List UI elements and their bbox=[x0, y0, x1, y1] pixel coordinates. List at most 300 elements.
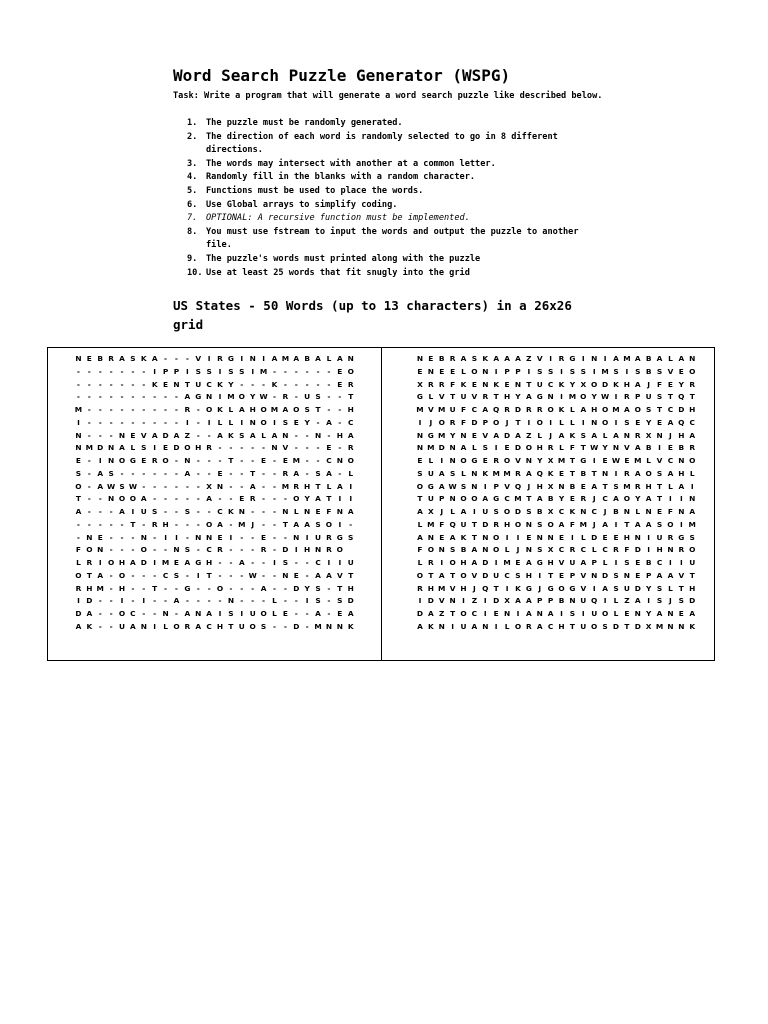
grid-cell: - bbox=[142, 519, 146, 529]
grid-cell: D bbox=[514, 507, 522, 516]
grid-cell: I bbox=[581, 354, 585, 363]
grid-cell: A bbox=[184, 468, 191, 478]
grid-cell: A bbox=[634, 519, 641, 529]
grid-cell: - bbox=[142, 366, 146, 376]
grid-cell: S bbox=[304, 405, 310, 414]
grid-cell: S bbox=[471, 354, 478, 363]
grid-cell: Y bbox=[304, 494, 310, 504]
grid-cell: N bbox=[427, 366, 434, 376]
grid-cell: S bbox=[656, 583, 663, 593]
grid-cell: P bbox=[504, 366, 510, 376]
grid-cell: - bbox=[316, 366, 320, 376]
grid-cell: N bbox=[678, 456, 685, 465]
grid-cell: - bbox=[251, 545, 255, 555]
grid-cell: X bbox=[504, 596, 510, 606]
grid-cell: H bbox=[678, 430, 685, 440]
grid-cell: - bbox=[327, 379, 331, 389]
grid-cell: H bbox=[427, 583, 434, 593]
grid-cell: - bbox=[120, 545, 124, 555]
grid-cell: R bbox=[536, 405, 543, 414]
grid-cell: A bbox=[558, 519, 565, 529]
grid-cell: R bbox=[689, 443, 696, 453]
grid-cell: S bbox=[624, 417, 630, 427]
grid-cell: O bbox=[260, 417, 267, 427]
grid-cell: E bbox=[678, 609, 684, 618]
grid-cell: - bbox=[229, 481, 233, 491]
grid-cell: M bbox=[270, 405, 279, 414]
grid-cell: N bbox=[645, 507, 652, 516]
grid-cell: A bbox=[634, 379, 641, 389]
grid-cell: I bbox=[505, 532, 509, 542]
grid-cell: J bbox=[473, 583, 476, 593]
grid-cell: S bbox=[75, 468, 82, 478]
requirement-item bbox=[187, 267, 597, 281]
grid-cell: D bbox=[514, 443, 522, 453]
grid-cell: O bbox=[493, 532, 500, 542]
grid-cell: M bbox=[514, 494, 522, 504]
grid-cell: R bbox=[493, 456, 500, 465]
grid-cell: I bbox=[679, 558, 683, 567]
grid-cell: Y bbox=[304, 583, 310, 593]
grid-cell: H bbox=[206, 558, 213, 567]
grid-cell: I bbox=[77, 596, 80, 606]
grid-cell: B bbox=[460, 545, 467, 555]
grid-cell: G bbox=[569, 583, 576, 593]
grid-cell: A bbox=[326, 417, 332, 427]
requirement-item bbox=[187, 212, 597, 226]
grid-cell: M bbox=[85, 443, 94, 453]
grid-cell: F bbox=[450, 379, 456, 389]
grid-cell: - bbox=[153, 468, 157, 478]
grid-cell: - bbox=[327, 596, 331, 606]
grid-cell: L bbox=[163, 621, 168, 631]
grid-cell: V bbox=[624, 443, 630, 453]
grid-cell: - bbox=[120, 405, 124, 414]
grid-cell: I bbox=[418, 417, 422, 427]
grid-cell: O bbox=[260, 405, 267, 414]
grid-cell: - bbox=[294, 609, 298, 618]
grid-cell: - bbox=[142, 481, 146, 491]
grid-cell: Q bbox=[449, 519, 456, 529]
grid-cell: I bbox=[592, 366, 596, 376]
grid-cell: N bbox=[503, 609, 511, 618]
grid-cell: A bbox=[656, 354, 663, 363]
grid-cell: O bbox=[293, 405, 300, 414]
grid-cell: K bbox=[482, 354, 489, 363]
grid-cell: N bbox=[162, 609, 169, 618]
grid-cell: H bbox=[216, 621, 224, 631]
requirement-item bbox=[187, 185, 597, 199]
grid-cell: - bbox=[153, 545, 157, 555]
grid-cell: - bbox=[87, 468, 91, 478]
grid-cell: - bbox=[251, 379, 255, 389]
grid-cell: N bbox=[634, 532, 641, 542]
grid-cell: - bbox=[164, 468, 168, 478]
grid-cell: K bbox=[271, 379, 278, 389]
grid-cell: A bbox=[417, 507, 423, 516]
requirement-item bbox=[187, 253, 597, 267]
grid-cell: I bbox=[494, 621, 498, 631]
grid-cell: A bbox=[591, 430, 598, 440]
grid-cell: R bbox=[449, 417, 456, 427]
grid-cell: D bbox=[427, 596, 434, 606]
grid-cell bbox=[345, 544, 356, 557]
grid-cell: F bbox=[460, 405, 467, 414]
grid-cell: N bbox=[314, 430, 322, 440]
grid-cell: A bbox=[217, 519, 223, 529]
grid-cell: O bbox=[75, 481, 82, 491]
grid-cell: O bbox=[591, 379, 598, 389]
requirement-text: OPTIONAL: A recursive function must be implemented. bbox=[206, 213, 470, 224]
grid-cell: A bbox=[438, 481, 445, 491]
grid-cell: A bbox=[151, 354, 158, 363]
grid-cell: V bbox=[656, 456, 663, 465]
grid-cell: H bbox=[336, 430, 343, 440]
grid-cell: - bbox=[272, 519, 277, 529]
grid-cell: N bbox=[667, 621, 674, 631]
grid-cell: C bbox=[471, 405, 478, 414]
grid-cell: - bbox=[76, 379, 80, 389]
grid-cell: E bbox=[667, 443, 673, 453]
grid-cell: A bbox=[613, 430, 619, 440]
grid-cell: X bbox=[206, 481, 212, 491]
grid-cell: R bbox=[217, 545, 223, 555]
grid-cell: - bbox=[131, 583, 135, 593]
requirement-text: You must use fstream to input the words and output the puzzle to another file. bbox=[206, 226, 579, 251]
grid-cell: - bbox=[153, 494, 157, 504]
grid-cell: I bbox=[338, 558, 342, 567]
grid-cell: V bbox=[536, 354, 543, 363]
grid-cell: I bbox=[273, 417, 276, 427]
grid-cell: I bbox=[669, 494, 672, 504]
grid-cell: A bbox=[678, 481, 685, 491]
grid-cell: J bbox=[603, 507, 607, 516]
grid-cell: I bbox=[625, 366, 629, 376]
grid-cell: - bbox=[142, 379, 146, 389]
grid-cell: Q bbox=[514, 481, 522, 491]
grid-cell: N bbox=[536, 532, 543, 542]
grid-cell: - bbox=[262, 519, 266, 529]
grid-cell: - bbox=[316, 379, 320, 389]
grid-cell: I bbox=[418, 596, 422, 606]
grid-cell: U bbox=[645, 392, 652, 402]
grid-cell: A bbox=[86, 609, 93, 618]
grid-cell: - bbox=[207, 468, 211, 478]
grid-cell: R bbox=[624, 392, 630, 402]
grid-cell: S bbox=[315, 596, 321, 606]
grid-cell: I bbox=[273, 558, 276, 567]
grid-cell: - bbox=[153, 609, 157, 618]
grid-cell: A bbox=[493, 354, 500, 363]
grid-cell: X bbox=[645, 621, 652, 631]
grid-cell: - bbox=[164, 596, 168, 606]
grid-cell: S bbox=[108, 468, 114, 478]
grid-cell: M bbox=[655, 621, 664, 631]
grid-cell: - bbox=[251, 443, 255, 453]
grid-cell: E bbox=[624, 456, 630, 465]
grid-cell: E bbox=[667, 379, 673, 389]
grid-cell: W bbox=[107, 481, 116, 491]
grid-cell: H bbox=[591, 405, 598, 414]
grid-cell: S bbox=[569, 609, 576, 618]
grid-cell: T bbox=[689, 392, 695, 402]
grid-cell: T bbox=[130, 519, 136, 529]
grid-cell: S bbox=[613, 570, 619, 580]
grid-cell: E bbox=[217, 532, 223, 542]
grid-cell: A bbox=[249, 481, 256, 491]
grid-cell: E bbox=[482, 456, 488, 465]
grid-cell: X bbox=[417, 379, 423, 389]
grid-cell: N bbox=[108, 443, 115, 453]
grid-cell: N bbox=[482, 366, 489, 376]
grid-cell: I bbox=[549, 354, 552, 363]
grid-cell: P bbox=[569, 570, 576, 580]
grid-cell: G bbox=[580, 456, 587, 465]
grid-cell: - bbox=[316, 417, 320, 427]
grid-cell: F bbox=[569, 443, 575, 453]
grid-cell: D bbox=[293, 621, 300, 631]
grid-cell: - bbox=[153, 417, 157, 427]
grid-cell: - bbox=[251, 532, 255, 542]
grid-cell: G bbox=[184, 583, 191, 593]
grid-cell: - bbox=[164, 545, 168, 555]
grid-cell: N bbox=[227, 596, 234, 606]
grid-cell: R bbox=[427, 558, 434, 567]
grid-cell: A bbox=[493, 430, 500, 440]
grid-cell: A bbox=[151, 430, 158, 440]
grid-cell: D bbox=[86, 596, 93, 606]
grid-cell: I bbox=[527, 366, 531, 376]
grid-cell: I bbox=[229, 532, 233, 542]
grid-cell: T bbox=[450, 609, 456, 618]
grid-cell: C bbox=[326, 456, 332, 465]
grid-cell: E bbox=[504, 443, 510, 453]
grid-cell: S bbox=[656, 392, 663, 402]
grid-cell: - bbox=[131, 379, 135, 389]
requirement-text: The direction of each word is randomly selected to go in 8 different directions. bbox=[206, 131, 558, 156]
grid-cell: - bbox=[87, 481, 91, 491]
grid-cell: N bbox=[525, 519, 532, 529]
grid-cell: R bbox=[86, 558, 93, 567]
grid-cell: L bbox=[348, 468, 354, 478]
grid-cell: N bbox=[449, 596, 456, 606]
grid-cell: B bbox=[645, 366, 652, 376]
grid-cell: N bbox=[634, 609, 641, 618]
grid-cell: A bbox=[602, 583, 608, 593]
grid-cell: - bbox=[207, 583, 211, 593]
grid-cell: S bbox=[184, 545, 191, 555]
grid-cell: G bbox=[129, 456, 136, 465]
grid-cell: - bbox=[338, 392, 342, 402]
grid-cell: Y bbox=[569, 379, 576, 389]
grid-cell: H bbox=[536, 443, 543, 453]
grid-cell: - bbox=[98, 596, 102, 606]
grid-cell: R bbox=[427, 379, 434, 389]
grid-cell: E bbox=[337, 366, 343, 376]
grid-cell: I bbox=[647, 596, 651, 606]
grid-cell: - bbox=[262, 596, 266, 606]
grid-cell: O bbox=[536, 417, 543, 427]
grid-cell: L bbox=[613, 596, 619, 606]
grid-cell: O bbox=[547, 519, 554, 529]
grid-cell: - bbox=[174, 519, 178, 529]
grid-cell: A bbox=[515, 430, 521, 440]
grid-cell: A bbox=[634, 468, 641, 478]
grid-cell: S bbox=[493, 507, 499, 516]
grid-cell: O bbox=[205, 519, 213, 529]
grid-cell: - bbox=[207, 430, 211, 440]
grid-cell: O bbox=[416, 481, 424, 491]
grid-cell: L bbox=[461, 468, 466, 478]
grid-cell: D bbox=[482, 519, 489, 529]
grid-cell: N bbox=[427, 532, 434, 542]
grid-cell: Y bbox=[591, 392, 597, 402]
grid-cell: O bbox=[689, 456, 696, 465]
grid-cell: O bbox=[173, 621, 180, 631]
grid-cell: - bbox=[229, 468, 233, 478]
grid-cell: A bbox=[460, 507, 467, 516]
grid-cell: O bbox=[336, 545, 343, 555]
grid-cell: - bbox=[87, 507, 91, 516]
grid-cell: B bbox=[304, 354, 310, 363]
grid-cell: M bbox=[259, 366, 268, 376]
grid-cell: J bbox=[647, 379, 651, 389]
grid-cell: A bbox=[119, 443, 125, 453]
grid-cell: N bbox=[238, 507, 245, 516]
grid-cell: I bbox=[494, 366, 498, 376]
grid-cell: A bbox=[580, 558, 587, 567]
grid-cell: S bbox=[537, 366, 543, 376]
grid-cell: N bbox=[282, 507, 289, 516]
grid-cell: B bbox=[547, 494, 554, 504]
grid-cell: A bbox=[282, 405, 289, 414]
grid-cell: S bbox=[537, 545, 543, 555]
grid-cell: - bbox=[98, 507, 102, 516]
grid-cell: S bbox=[613, 366, 619, 376]
grid-cell: A bbox=[417, 621, 423, 631]
grid-cell: A bbox=[525, 468, 532, 478]
grid-cell: - bbox=[174, 507, 178, 516]
grid-cell: J bbox=[527, 481, 531, 491]
task-description: Task: Write a program that will generate a word search puzzle like described below. bbox=[173, 91, 603, 101]
grid-cell: T bbox=[348, 570, 354, 580]
grid-cell: O bbox=[634, 405, 641, 414]
grid-cell: L bbox=[635, 507, 641, 516]
grid-cell: A bbox=[119, 507, 125, 516]
grid-cell: N bbox=[438, 545, 445, 555]
grid-cell: A bbox=[689, 609, 696, 618]
grid-cell: G bbox=[427, 430, 434, 440]
grid-cell: - bbox=[196, 430, 200, 440]
grid-cell: O bbox=[140, 545, 147, 555]
grid-cell: S bbox=[228, 609, 234, 618]
grid-cell: O bbox=[580, 392, 587, 402]
grid-cell: L bbox=[668, 354, 673, 363]
grid-cell: H bbox=[525, 570, 532, 580]
grid-cell: D bbox=[471, 417, 478, 427]
grid-cell: L bbox=[428, 392, 434, 402]
grid-cell: S bbox=[282, 417, 289, 427]
grid-cell: V bbox=[449, 583, 456, 593]
grid-cell: M bbox=[314, 621, 322, 631]
grid-cell: T bbox=[569, 468, 575, 478]
grid-cell: I bbox=[581, 609, 585, 618]
grid-cell: R bbox=[326, 545, 332, 555]
grid-cell: I bbox=[690, 481, 694, 491]
grid-cell: - bbox=[338, 405, 342, 414]
grid-cell: N bbox=[184, 456, 191, 465]
grid-cell: B bbox=[558, 596, 565, 606]
grid-cell: A bbox=[591, 481, 598, 491]
grid-cell: M bbox=[427, 519, 435, 529]
grid-cell: I bbox=[294, 545, 298, 555]
grid-cell: N bbox=[325, 621, 333, 631]
grid-cell: - bbox=[109, 570, 113, 580]
grid-cell: - bbox=[251, 583, 255, 593]
grid-cell: T bbox=[569, 456, 575, 465]
grid-cell: Y bbox=[537, 456, 543, 465]
grid-cell: - bbox=[327, 583, 331, 593]
grid-cell: C bbox=[315, 558, 321, 567]
grid-cell: U bbox=[460, 519, 467, 529]
grid-cell: - bbox=[164, 405, 168, 414]
grid-cell: R bbox=[678, 545, 685, 555]
grid-cell: L bbox=[76, 558, 81, 567]
grid-cell: N bbox=[547, 392, 554, 402]
grid-cell: N bbox=[591, 354, 598, 363]
grid-cell: M bbox=[74, 405, 83, 414]
grid-cell: O bbox=[216, 583, 224, 593]
grid-cell: O bbox=[460, 570, 467, 580]
grid-cell: - bbox=[262, 494, 266, 504]
grid-cell: A bbox=[238, 405, 245, 414]
grid-cell: - bbox=[87, 430, 91, 440]
grid-cell: T bbox=[624, 621, 630, 631]
grid-cell: S bbox=[315, 583, 321, 593]
grid-cell: - bbox=[109, 507, 113, 516]
grid-cell: - bbox=[251, 596, 255, 606]
grid-cell: I bbox=[153, 558, 157, 567]
grid-cell: E bbox=[635, 570, 641, 580]
grid-cell: - bbox=[120, 366, 124, 376]
requirement-number: 4. bbox=[187, 172, 198, 183]
grid-cell: O bbox=[118, 494, 126, 504]
grid-cell: - bbox=[196, 583, 200, 593]
grid-cell: T bbox=[580, 443, 586, 453]
grid-cell: K bbox=[493, 379, 500, 389]
grid-cell: X bbox=[645, 430, 652, 440]
grid-cell: D bbox=[602, 570, 609, 580]
grid-cell: N bbox=[449, 494, 456, 504]
grid-cell: F bbox=[657, 379, 663, 389]
grid-cell: L bbox=[580, 532, 586, 542]
grid-cell: K bbox=[217, 405, 223, 414]
grid-cell: L bbox=[559, 443, 564, 453]
grid-cell: T bbox=[228, 621, 234, 631]
grid-cell: E bbox=[217, 468, 223, 478]
grid-cell: S bbox=[656, 596, 663, 606]
grid-cell: - bbox=[87, 379, 91, 389]
grid-cell: - bbox=[218, 570, 222, 580]
grid-cell: - bbox=[87, 417, 91, 427]
grid-cell: D bbox=[482, 558, 489, 567]
grid-cell: - bbox=[196, 417, 200, 427]
grid-cell: A bbox=[293, 354, 300, 363]
grid-cell: I bbox=[614, 392, 618, 402]
grid-cell: - bbox=[327, 430, 331, 440]
grid-cell: - bbox=[272, 545, 277, 555]
grid-cell: L bbox=[261, 430, 266, 440]
